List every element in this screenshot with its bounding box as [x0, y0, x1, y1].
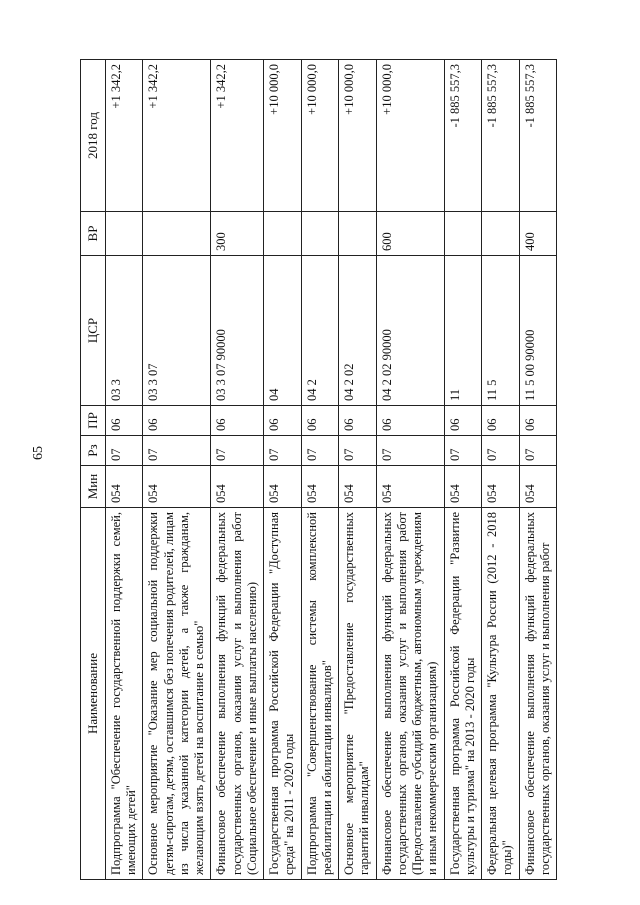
row-rz: 07 — [301, 436, 339, 466]
row-year: +1 342,2 — [105, 60, 143, 212]
row-csr: 03 3 07 90000 — [211, 256, 264, 406]
row-vr: 300 — [211, 212, 264, 256]
row-pr: 06 — [143, 406, 211, 436]
row-year: +1 342,2 — [211, 60, 264, 212]
row-year: +10 000,0 — [339, 60, 377, 212]
row-pr: 06 — [519, 406, 557, 436]
row-rz: 07 — [519, 436, 557, 466]
table-row — [264, 60, 302, 880]
row-rz: 07 — [339, 436, 377, 466]
row-rz: 07 — [211, 436, 264, 466]
row-csr: 04 2 02 — [339, 256, 377, 406]
row-name: Основное мероприятие "Предоставление государственных гарантий инвалидам" — [339, 508, 377, 880]
row-vr — [301, 212, 339, 256]
row-csr: 11 — [444, 256, 482, 406]
budget-table-wrapper — [80, 60, 600, 880]
row-csr: 04 2 02 90000 — [376, 256, 444, 406]
row-pr: 06 — [211, 406, 264, 436]
row-year: +10 000,0 — [376, 60, 444, 212]
header-pr: ПР — [81, 406, 106, 436]
row-name: Федеральная целевая программа "Культура России (2012 - 2018 годы)" — [482, 508, 520, 880]
row-year: -1 885 557,3 — [482, 60, 520, 212]
row-year: +1 342,2 — [143, 60, 211, 212]
row-vr — [339, 212, 377, 256]
table-header-row — [81, 60, 106, 880]
table-row — [301, 60, 339, 880]
row-min: 054 — [301, 466, 339, 508]
row-vr — [444, 212, 482, 256]
row-rz: 07 — [264, 436, 302, 466]
table-row — [376, 60, 444, 880]
row-pr: 06 — [339, 406, 377, 436]
row-name: Государственная программа Российской Федерации "Доступная среда" на 2011 - 2020 годы — [264, 508, 302, 880]
table-row — [444, 60, 482, 880]
row-rz: 07 — [105, 436, 143, 466]
row-vr — [105, 212, 143, 256]
table-row — [519, 60, 557, 880]
table-row — [143, 60, 211, 880]
row-min: 054 — [211, 466, 264, 508]
rotated-page-area — [80, 60, 600, 880]
header-vr: ВР — [81, 212, 106, 256]
row-rz: 07 — [143, 436, 211, 466]
row-pr: 06 — [264, 406, 302, 436]
table-row — [211, 60, 264, 880]
table-row — [339, 60, 377, 880]
row-min: 054 — [376, 466, 444, 508]
row-name: Финансовое обеспечение выполнения функций федеральных государственных органов, оказания услуг и выполнения работ (Социальное обеспечение и иные выплаты населению) — [211, 508, 264, 880]
row-vr — [264, 212, 302, 256]
row-min: 054 — [444, 466, 482, 508]
header-name: Наименование — [81, 508, 106, 880]
row-csr: 04 — [264, 256, 302, 406]
row-vr — [143, 212, 211, 256]
table-row — [482, 60, 520, 880]
row-csr: 11 5 00 90000 — [519, 256, 557, 406]
row-year: -1 885 557,3 — [519, 60, 557, 212]
header-min: Мин — [81, 466, 106, 508]
row-rz: 07 — [444, 436, 482, 466]
row-pr: 06 — [444, 406, 482, 436]
row-pr: 06 — [376, 406, 444, 436]
row-name: Государственная программа Российской Федерации "Развитие культуры и туризма" на 2013 - 2020 годы — [444, 508, 482, 880]
row-min: 054 — [264, 466, 302, 508]
row-csr: 03 3 — [105, 256, 143, 406]
row-year: -1 885 557,3 — [444, 60, 482, 212]
row-pr: 06 — [301, 406, 339, 436]
row-min: 054 — [105, 466, 143, 508]
row-rz: 07 — [482, 436, 520, 466]
row-year: +10 000,0 — [301, 60, 339, 212]
header-rz: Рз — [81, 436, 106, 466]
row-csr: 11 5 — [482, 256, 520, 406]
row-name: Финансовое обеспечение выполнения функций федеральных государственных органов, оказания услуг и выполнения работ (Предоставление субсидий бюджетным, автономным учреждениям и иным некоммерческим организациям) — [376, 508, 444, 880]
page-number: 65 — [31, 446, 46, 460]
row-rz: 07 — [376, 436, 444, 466]
row-min: 054 — [482, 466, 520, 508]
row-csr: 03 3 07 — [143, 256, 211, 406]
row-vr: 400 — [519, 212, 557, 256]
header-csr: ЦСР — [81, 256, 106, 406]
row-name: Подпрограмма "Совершенствование системы комплексной реабилитации и абилитации инвалидов" — [301, 508, 339, 880]
row-pr: 06 — [105, 406, 143, 436]
row-min: 054 — [339, 466, 377, 508]
row-name: Финансовое обеспечение выполнения функций федеральных государственных органов, оказания услуг и выполнения работ — [519, 508, 557, 880]
table-row — [105, 60, 143, 880]
row-year: +10 000,0 — [264, 60, 302, 212]
row-min: 054 — [143, 466, 211, 508]
row-vr — [482, 212, 520, 256]
budget-table — [80, 59, 557, 880]
row-name: Основное мероприятие "Оказание мер социальной поддержки детям-сиротам, детям, оставшимся без попечения родителей, лицам из числа указанной категории детей, а также гражданам, желающим взять детей на воспитание в семью" — [143, 508, 211, 880]
row-min: 054 — [519, 466, 557, 508]
row-pr: 06 — [482, 406, 520, 436]
row-vr: 600 — [376, 212, 444, 256]
header-year: 2018 год — [81, 60, 106, 212]
row-name: Подпрограмма "Обеспечение государственной поддержки семей, имеющих детей" — [105, 508, 143, 880]
row-csr: 04 2 — [301, 256, 339, 406]
